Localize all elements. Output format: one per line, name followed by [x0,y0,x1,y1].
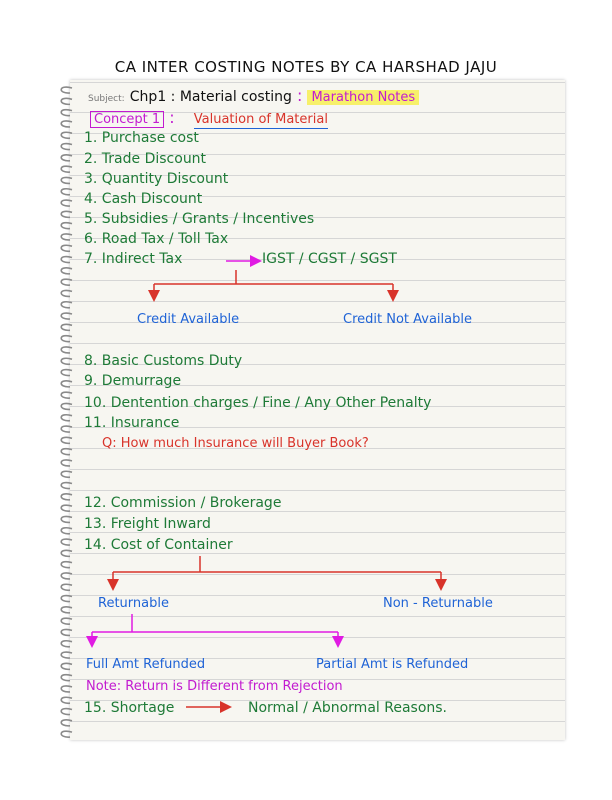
list-item: 7. Indirect Tax [84,251,183,267]
subject-line: Subject: Chp1 : Material costing : Marathon Notes [88,86,419,105]
list-item: 10. Dentention charges / Fine / Any Other Penalty [84,395,432,411]
chapter-title: Chp1 : Material costing [129,89,292,105]
insurance-question: Q: How much Insurance will Buyer Book? [102,436,369,451]
branch-returnable: Returnable [98,596,169,611]
concept-line: Concept 1 : Valuation of Material [90,108,328,127]
branch-partial-refund: Partial Amt is Refunded [316,657,469,672]
concept-label: Concept 1 [90,111,164,128]
indirect-tax-types: IGST / CGST / SGST [262,251,397,267]
list-item: 8. Basic Customs Duty [84,353,243,369]
branch-full-refund: Full Amt Refunded [86,657,206,672]
list-item: 2. Trade Discount [84,151,207,167]
list-item: 15. Shortage [84,700,175,716]
list-item: 3. Quantity Discount [84,171,229,187]
branch-credit-available: Credit Available [137,312,240,327]
branch-non-returnable: Non - Returnable [383,596,493,611]
list-item: 12. Commission / Brokerage [84,495,282,511]
list-item: 5. Subsidies / Grants / Incentives [84,211,315,227]
page-header: CA INTER COSTING NOTES BY CA HARSHAD JAJU [114,58,498,76]
marathon-tag: Marathon Notes [307,90,419,105]
branch-credit-not-available: Credit Not Available [343,312,472,327]
list-item: 4. Cash Discount [84,191,203,207]
list-item: 14. Cost of Container [84,537,233,553]
subject-label: Subject: [88,94,125,104]
list-item: 11. Insurance [84,415,180,431]
list-item: 1. Purchase cost [84,130,199,146]
list-item: 6. Road Tax / Toll Tax [84,231,229,247]
list-item: 9. Demurrage [84,373,182,389]
shortage-reasons: Normal / Abnormal Reasons. [248,700,448,716]
list-item: 13. Freight Inward [84,516,211,532]
note-line: Note: Return is Different from Rejection [86,679,343,694]
concept-title: Valuation of Material [193,112,328,127]
